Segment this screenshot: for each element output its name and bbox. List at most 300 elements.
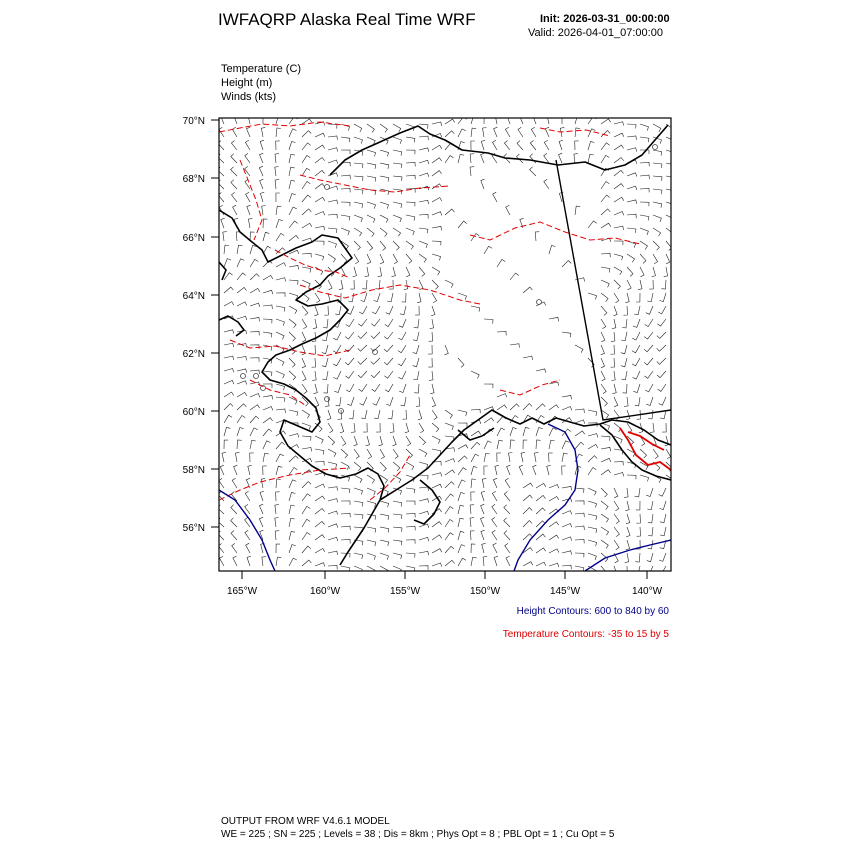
wind-barb <box>341 449 348 458</box>
wind-barb <box>313 384 317 394</box>
wind-barb <box>289 265 299 269</box>
wind-barb <box>432 436 440 444</box>
wind-barb <box>302 168 310 176</box>
wind-barb <box>625 553 629 563</box>
wind-barb <box>328 449 336 457</box>
wind-barb <box>380 228 387 237</box>
wind-barb <box>519 465 523 475</box>
wind-barb <box>220 556 225 566</box>
wind-barb <box>633 371 641 379</box>
wind-barb <box>575 206 580 215</box>
wind-barb <box>614 397 618 407</box>
wind-barb <box>328 499 338 503</box>
wind-barb <box>367 449 372 459</box>
wind-barb <box>559 153 563 163</box>
wind-barb <box>666 449 671 459</box>
wind-barb <box>315 241 324 245</box>
wind-barb <box>263 305 272 309</box>
wind-barb <box>341 137 350 142</box>
wind-barb <box>250 394 260 398</box>
wind-barb <box>648 514 653 523</box>
wind-barb <box>245 153 250 163</box>
wind-barb <box>523 483 533 488</box>
wind-barbs <box>217 114 674 576</box>
wind-barb <box>471 479 476 488</box>
wind-barb <box>315 484 325 488</box>
wind-barb <box>545 127 549 137</box>
wind-barb <box>231 518 237 527</box>
wind-barb <box>362 280 367 289</box>
wind-barb <box>601 470 611 475</box>
wind-barb <box>365 267 369 277</box>
wind-barb <box>289 518 295 527</box>
wind-barb <box>224 440 228 449</box>
wind-barb <box>562 466 566 475</box>
wind-barb <box>347 397 354 406</box>
wind-barb <box>637 514 641 523</box>
wind-barb <box>653 228 661 236</box>
wind-barb <box>483 128 487 138</box>
wind-barb <box>276 479 281 488</box>
wind-barb <box>614 293 619 303</box>
wind-barb <box>445 560 455 566</box>
wind-barb <box>224 415 232 423</box>
wind-barb <box>393 241 399 250</box>
wind-barb <box>575 345 583 353</box>
wind-barb <box>601 306 607 315</box>
wind-barb <box>614 212 624 216</box>
wind-barb <box>224 369 234 373</box>
wind-barb <box>250 428 258 436</box>
wind-barb <box>638 280 642 290</box>
wind-barb <box>380 553 389 560</box>
wind-barb <box>250 245 257 254</box>
wind-barb <box>276 220 283 229</box>
wind-barb <box>614 501 619 511</box>
wind-barb <box>413 358 419 367</box>
wind-barb <box>562 407 572 411</box>
wind-barb <box>415 306 419 315</box>
wind-barb <box>328 160 338 164</box>
wind-barb <box>523 356 533 360</box>
wind-barb <box>346 384 354 392</box>
wind-barb <box>248 218 252 228</box>
wind-barb <box>231 505 237 514</box>
wind-barb <box>640 449 647 458</box>
wind-barb <box>634 306 640 315</box>
wind-barb <box>276 454 284 462</box>
wind-barb <box>471 128 476 137</box>
wind-barb <box>328 423 333 433</box>
wind-barb <box>345 358 354 365</box>
wind-barb <box>361 293 368 302</box>
wind-barb <box>380 176 389 182</box>
wind-barb <box>302 182 310 190</box>
wind-barb <box>445 546 454 553</box>
wind-barb <box>481 140 485 150</box>
wind-barb <box>632 358 640 366</box>
wind-barb <box>261 127 265 137</box>
wind-barb <box>232 478 237 488</box>
wind-barb <box>470 531 474 540</box>
wind-barb <box>471 492 475 501</box>
wind-barb <box>302 253 311 257</box>
wind-barb <box>614 473 624 477</box>
lat-label-64: 64°N <box>182 291 205 302</box>
wind-barb <box>380 150 389 156</box>
wind-barb <box>533 114 537 124</box>
wind-barb <box>621 358 627 367</box>
wind-barb <box>645 384 653 392</box>
wind-barb <box>510 404 519 410</box>
wind-barb <box>328 462 337 468</box>
wind-barb <box>237 273 246 280</box>
wind-barb <box>406 513 415 517</box>
wind-barb <box>380 163 389 169</box>
wind-barb <box>222 452 226 462</box>
wind-barb <box>393 176 402 181</box>
wind-barb <box>627 475 636 479</box>
wind-barb <box>367 150 376 156</box>
wind-barb <box>429 371 433 380</box>
wind-barb <box>536 534 545 540</box>
wind-barb <box>601 540 608 549</box>
wind-barb <box>419 160 429 164</box>
wind-barb <box>650 423 654 432</box>
wind-barb <box>549 453 553 462</box>
wind-barb <box>419 537 429 541</box>
wind-barb <box>432 449 441 455</box>
wind-barb <box>601 253 610 257</box>
wind-barb <box>549 485 559 489</box>
wind-barb <box>233 205 237 215</box>
wind-barb <box>393 527 402 532</box>
wind-barb <box>432 293 437 303</box>
wind-barb <box>289 480 296 488</box>
wind-barb <box>510 428 517 437</box>
wind-barb <box>640 188 649 192</box>
wind-barb <box>315 563 325 567</box>
wind-barb <box>341 526 350 530</box>
wind-barb <box>237 357 247 361</box>
wind-barb <box>276 141 280 150</box>
wind-barb <box>349 410 354 419</box>
wind-barb <box>393 436 397 446</box>
wind-barb <box>302 267 311 273</box>
wind-barb <box>367 241 373 251</box>
wind-barb <box>406 137 415 142</box>
lat-label-68: 68°N <box>182 174 205 185</box>
wind-barb <box>406 202 415 206</box>
wind-barb <box>315 509 325 515</box>
wind-barb <box>354 124 362 132</box>
wind-barb <box>386 397 393 406</box>
wind-barb <box>399 384 406 393</box>
wind-barb <box>601 527 609 535</box>
wind-barb <box>237 381 247 385</box>
lon-label-165: 165°W <box>226 586 258 597</box>
wind-barb <box>367 488 375 495</box>
wind-barb <box>497 332 506 336</box>
wind-barb <box>601 267 610 273</box>
wind-barb <box>237 392 247 397</box>
wind-barb <box>393 137 402 144</box>
wind-barb <box>492 491 497 501</box>
wind-barb <box>275 531 279 540</box>
wind-barb <box>575 442 584 449</box>
wind-barb <box>275 180 279 189</box>
wind-barb <box>399 319 406 327</box>
wind-barb <box>250 405 260 410</box>
wind-barb <box>275 518 279 528</box>
wind-barb <box>497 428 505 436</box>
wind-barb <box>387 293 393 302</box>
height-contours <box>219 424 671 571</box>
wind-barb <box>324 384 329 393</box>
wind-barb <box>458 410 467 416</box>
wind-barb <box>414 384 419 393</box>
wind-barb <box>623 384 628 393</box>
wind-barb <box>380 241 386 251</box>
wind-barb <box>483 557 487 566</box>
wind-barb <box>328 228 337 233</box>
wind-barb <box>224 392 234 397</box>
wind-barb <box>315 496 325 501</box>
wind-barb <box>562 511 572 515</box>
wind-barb <box>358 345 367 351</box>
wind-barb <box>419 241 427 248</box>
lat-label-60: 60°N <box>182 407 205 418</box>
wind-barb <box>588 444 598 449</box>
wind-barb <box>614 241 623 245</box>
wind-barb <box>217 518 224 527</box>
wind-barb <box>367 254 371 264</box>
wind-barb <box>224 380 234 384</box>
wind-barb <box>418 410 422 420</box>
wind-barb <box>327 410 331 420</box>
wind-barb <box>432 484 442 488</box>
wind-barb <box>312 345 316 354</box>
wind-barb <box>640 175 649 179</box>
wind-barb <box>445 507 453 515</box>
wind-barb <box>494 127 498 137</box>
wind-barb <box>430 319 434 329</box>
wind-barb <box>432 522 442 527</box>
wind-barb <box>549 497 559 502</box>
wind-barb <box>458 518 464 527</box>
wind-barb <box>471 306 480 312</box>
wind-barb <box>624 397 628 406</box>
lat-label-62: 62°N <box>182 349 205 360</box>
wind-barb <box>627 241 636 248</box>
wind-barb <box>384 345 393 352</box>
wind-barb <box>406 436 411 446</box>
lon-label-145: 145°W <box>549 586 581 597</box>
wind-barb <box>614 184 624 189</box>
wind-barb <box>378 267 382 277</box>
wind-barb <box>624 488 628 497</box>
wind-barb <box>406 163 415 167</box>
wind-barb <box>432 122 442 126</box>
wind-barb <box>640 228 648 235</box>
wind-barb <box>649 280 653 289</box>
wind-barb <box>636 293 640 302</box>
wind-barb <box>276 371 284 378</box>
wind-barb <box>432 267 440 275</box>
wind-barb <box>315 145 325 150</box>
wind-barb <box>601 280 609 287</box>
wind-barb <box>354 449 359 459</box>
wind-barb <box>384 332 393 339</box>
wind-barb <box>660 501 667 510</box>
wind-barb <box>354 488 363 495</box>
wind-barb <box>346 371 355 378</box>
wind-barb <box>237 287 247 293</box>
wind-barb <box>276 278 286 282</box>
wind-barb <box>372 384 380 391</box>
wind-barb <box>345 332 354 339</box>
wind-barb <box>666 202 675 209</box>
wind-barb <box>289 221 298 228</box>
wind-barb <box>393 566 401 573</box>
wind-barb <box>367 566 375 574</box>
wind-barb <box>405 423 409 433</box>
wind-barb <box>406 241 413 250</box>
wind-barb <box>367 163 376 169</box>
wind-barb <box>614 267 622 275</box>
wind-barb <box>250 259 258 267</box>
wind-barb <box>315 133 325 137</box>
wind-barb <box>666 137 674 144</box>
wind-barb <box>263 275 273 280</box>
wind-barb <box>367 475 375 483</box>
wind-barb <box>315 197 325 202</box>
wind-barb <box>276 442 285 449</box>
height-contours-legend: Height Contours: 600 to 840 by 60 <box>516 606 669 617</box>
wind-barb <box>562 261 571 267</box>
wind-barb <box>517 141 523 150</box>
wind-barb <box>224 404 233 410</box>
wind-barb <box>328 173 338 177</box>
wind-barb <box>657 332 666 339</box>
wind-barb <box>322 345 328 354</box>
wind-barb <box>328 511 338 515</box>
wind-barb <box>445 423 453 430</box>
latitude-axis <box>211 120 219 527</box>
wind-barb <box>245 491 250 501</box>
wind-barb <box>358 319 367 326</box>
wind-barb <box>636 501 640 510</box>
footer-settings: WE = 225 ; SN = 225 ; Levels = 38 ; Dis = 8km ; Phys Opt = 8 ; PBL Opt = 1 ; Cu Opt = 5 <box>221 829 615 840</box>
wind-barb <box>535 232 539 241</box>
wind-barb <box>358 332 367 339</box>
wind-barb <box>523 562 533 566</box>
wind-barb <box>518 127 523 137</box>
wind-barb <box>289 129 296 137</box>
wind-barb <box>627 124 636 129</box>
wind-barb <box>640 124 649 131</box>
wind-barb <box>627 280 631 290</box>
wind-barb <box>374 410 380 419</box>
wind-barb <box>601 223 611 228</box>
lon-label-155: 155°W <box>389 586 421 597</box>
wind-barb <box>315 397 319 407</box>
wind-barb <box>354 514 363 519</box>
wind-barb <box>224 245 229 254</box>
wind-barb <box>588 501 597 508</box>
wind-barb <box>510 344 520 348</box>
wind-barb <box>640 215 649 221</box>
wind-barb <box>361 410 367 419</box>
wind-barb <box>354 553 363 559</box>
wind-barb <box>419 136 428 140</box>
wind-barb <box>471 454 479 462</box>
wind-barb <box>231 154 237 163</box>
wind-barb <box>259 504 263 514</box>
wind-barb <box>625 293 629 303</box>
wind-barb <box>380 540 389 546</box>
wind-barb <box>393 449 398 459</box>
wind-barb <box>601 397 607 406</box>
wind-barb <box>276 557 281 566</box>
wind-barb <box>367 137 375 144</box>
wind-barb <box>614 461 623 465</box>
wind-barb <box>245 530 250 540</box>
wind-barb <box>393 553 402 559</box>
wind-barb <box>289 558 297 566</box>
wind-barb <box>393 540 402 545</box>
init-time: Init: 2026-03-31_00:00:00 <box>540 13 670 25</box>
wind-barb <box>657 319 666 326</box>
wind-barb <box>588 141 594 150</box>
wind-barb <box>289 492 295 501</box>
wind-barb <box>419 475 428 480</box>
wind-barb <box>302 195 311 202</box>
wind-barb <box>398 358 406 366</box>
wind-barb <box>471 466 477 475</box>
wind-barb <box>302 533 310 541</box>
wind-barb <box>289 180 295 189</box>
wind-barb <box>658 384 666 391</box>
wind-barb <box>647 501 653 510</box>
wind-barb <box>315 184 325 189</box>
wind-barb <box>471 371 479 378</box>
wind-barb <box>354 254 359 264</box>
wind-barb <box>471 442 480 449</box>
wind-barb <box>530 141 536 151</box>
wind-barb <box>247 205 251 215</box>
wind-barb <box>220 465 224 475</box>
wind-barb <box>400 306 406 315</box>
lon-label-160: 160°W <box>309 586 341 597</box>
wind-barb <box>315 436 323 443</box>
wind-barb <box>419 423 424 433</box>
wind-barb <box>419 449 427 457</box>
wind-barb <box>302 155 310 163</box>
wind-barb <box>413 332 419 341</box>
wind-barb <box>445 533 454 540</box>
wind-barb <box>419 148 429 152</box>
wind-barb <box>419 551 429 555</box>
wind-barb <box>601 371 605 381</box>
wind-barb <box>660 293 667 302</box>
wind-barb <box>302 482 311 489</box>
wind-barb <box>232 127 237 137</box>
wind-barb <box>250 440 256 449</box>
wind-barb <box>549 317 559 321</box>
wind-barb <box>315 535 325 540</box>
wind-barb <box>549 549 559 553</box>
